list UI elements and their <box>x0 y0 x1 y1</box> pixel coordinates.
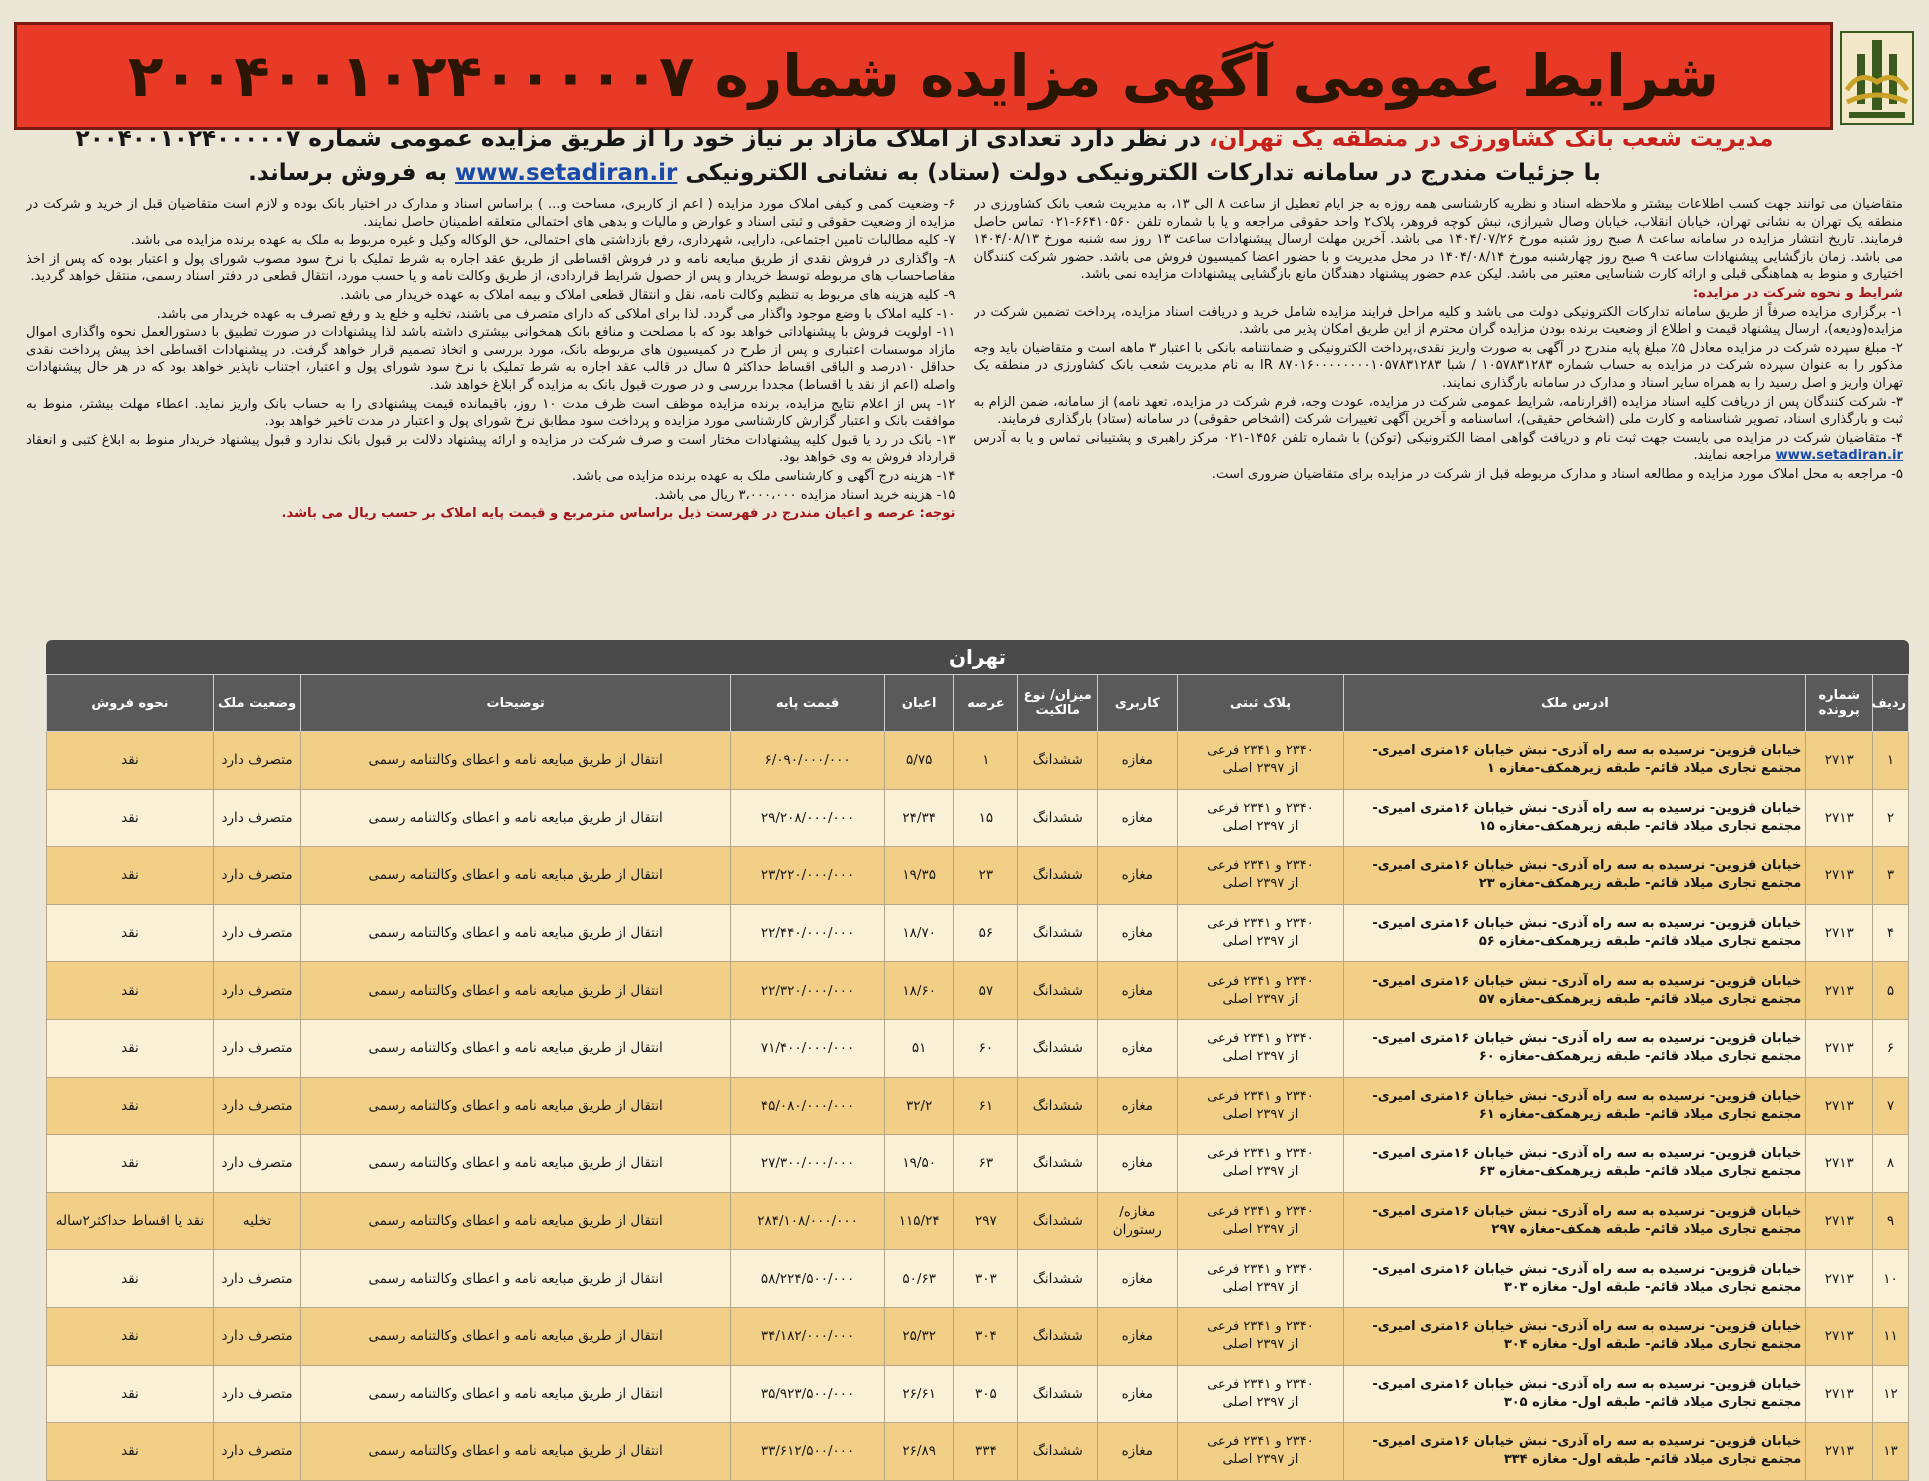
cell-address <box>1344 847 1806 905</box>
cell-file-number: ۲۷۱۳ <box>1806 732 1873 790</box>
intro-organization: مدیریت شعب بانک کشاورزی در منطقه یک تهران، <box>1208 126 1774 152</box>
cell-land-area: ۶۱ <box>954 1077 1018 1135</box>
cell-status: متصرف دارد <box>213 1077 300 1135</box>
condition-item-14: ۱۴- هزینه درج آگهی و کارشناسی ملک به عهده برنده مزایده می باشد. <box>571 468 956 484</box>
condition-item-6: ۶- وضعیت کمی و کیفی املاک مورد مزایده ( اعم از کاربری، مساحت و... ) براساس اسناد و مدارک در اختیار بانک بوده و لازم است متقاضیان قبل از خرید و شرکت در مزایده از وضعیت حقوقی و ثبتی اسناد و عوارض و مالیات و بدهی های احتمالی متعلقه اطمینان حاصل نمایند. <box>26 197 956 230</box>
cell-usage: مغازه <box>1098 1077 1178 1135</box>
cell-land-area: ۵۷ <box>954 962 1018 1020</box>
cell-address-line-1: خیابان قزوین- نرسیده به سه راه آذری- نبش خیابان ۱۶متری امیری- <box>1372 1031 1802 1047</box>
cell-ownership: ششدانگ <box>1018 789 1098 847</box>
cell-file-number: ۲۷۱۳ <box>1806 1250 1873 1308</box>
note-text: عرصه و اعیان مندرج در فهرست ذیل براساس مترمربع و قیمت پایه املاک بر حسب ریال می باشد. <box>281 506 916 522</box>
cell-plak <box>1177 1077 1344 1135</box>
condition-item-12: ۱۲- پس از اعلام نتایج مزایده، برنده مزایده موظف است ظرف مدت ۱۰ روز، باقیمانده قیمت پیشنهادی را به حساب بانک واریز نماید. اعطاء مهلت بیشتر، منوط به موافقت بانک و اعتبار گزارش کارشناسی مورد مزایده و پرداخت سود مطابق نرخ شورای پول و اعتبار در مدت تاخیر خواهد بود. <box>26 396 956 430</box>
cell-description: انتقال از طریق مبایعه نامه و اعطای وکالتنامه رسمی <box>301 1019 731 1077</box>
cell-description: انتقال از طریق مبایعه نامه و اعطای وکالتنامه رسمی <box>301 1307 731 1365</box>
cell-status: متصرف دارد <box>213 962 300 1020</box>
cell-address-line-1: خیابان قزوین- نرسیده به سه راه آذری- نبش خیابان ۱۶متری امیری- <box>1372 973 1802 989</box>
cell-address-line-2: مجتمع تجاری میلاد قائم- طبقه زیرهمکف-مغازه ۲۳ <box>1478 876 1802 892</box>
cell-sale-method: نقد یا اقساط حداکثر۲ساله <box>47 1192 214 1250</box>
col-header-radif: ردیف <box>1873 675 1909 732</box>
condition-item-3: ۳- شرکت کنندگان پس از دریافت کلیه اسناد مزایده (اقرارنامه، شرایط عمومی شرکت در مزایده، عودت وجه، فرم شرکت در مزایده، تعهد نامه) از سامانه، ضمن الزام به ثبت و بارگذاری اسناد، تصویر شناسنامه و کارت ملی (اشخاص حقیقی)، اساسنامه و آخرین آگهی تغییرات شرکت (اشخاص حقوقی) در سامانه (ستاد) بارگذاری فرمایند. <box>973 394 1903 428</box>
cell-usage: مغازه <box>1098 904 1178 962</box>
cell-file-number: ۲۷۱۳ <box>1806 1307 1873 1365</box>
cell-usage: مغازه/ رستوران <box>1098 1192 1178 1250</box>
cell-plak <box>1177 1250 1344 1308</box>
table-row <box>47 1423 1909 1481</box>
cell-file-number: ۲۷۱۳ <box>1806 962 1873 1020</box>
cell-radif: ۳ <box>1873 847 1909 905</box>
cell-address <box>1344 1365 1806 1423</box>
cell-plak-line-2: از ۲۳۹۷ اصلی <box>1222 818 1299 834</box>
cell-file-number: ۲۷۱۳ <box>1806 1192 1873 1250</box>
cell-plak-line-2: از ۲۳۹۷ اصلی <box>1222 761 1299 777</box>
conditions-heading: شرایط و نحوه شرکت در مزایده: <box>1692 285 1903 301</box>
cell-ownership: ششدانگ <box>1018 1192 1098 1250</box>
cell-base-price: ۲۸۴/۱۰۸/۰۰۰/۰۰۰ <box>731 1192 885 1250</box>
intro-block <box>30 122 1819 190</box>
cell-file-number: ۲۷۱۳ <box>1806 789 1873 847</box>
table-row <box>47 1192 1909 1250</box>
intro-line-2 <box>30 156 1819 190</box>
cell-sale-method: نقد <box>47 962 214 1020</box>
cell-plak <box>1177 1192 1344 1250</box>
cell-radif: ۱۲ <box>1873 1365 1909 1423</box>
cell-address-line-1: خیابان قزوین- نرسیده به سه راه آذری- نبش خیابان ۱۶متری امیری- <box>1372 1434 1802 1450</box>
cell-file-number: ۲۷۱۳ <box>1806 1135 1873 1193</box>
cell-plak <box>1177 1135 1344 1193</box>
col-header-sale-method: نحوه فروش <box>47 675 214 732</box>
cell-building-area: ۲۴/۳۴ <box>885 789 954 847</box>
cell-status: متصرف دارد <box>213 847 300 905</box>
cell-radif: ۱ <box>1873 732 1909 790</box>
cell-plak <box>1177 962 1344 1020</box>
cell-land-area: ۶۳ <box>954 1135 1018 1193</box>
note-paragraph <box>26 505 956 523</box>
cell-building-area: ۵۰/۶۳ <box>885 1250 954 1308</box>
table-row <box>47 789 1909 847</box>
cell-file-number: ۲۷۱۳ <box>1806 1077 1873 1135</box>
condition-item-7: ۷- کلیه مطالبات تامین اجتماعی، دارایی، شهرداری، رفع بازداشتی های احتمالی، حق الوکاله وکیل و غیره مربوط به ملک به عهده برنده مزایده می باشد. <box>130 233 956 249</box>
city-header: تهران <box>46 640 1909 674</box>
cell-sale-method: نقد <box>47 1077 214 1135</box>
col-header-land-area: عرصه <box>954 675 1018 732</box>
condition-item-4-link[interactable]: www.setadiran.ir <box>1775 448 1903 464</box>
intro-text-3: به فروش برساند. <box>248 160 447 186</box>
cell-base-price: ۴۵/۰۸۰/۰۰۰/۰۰۰ <box>731 1077 885 1135</box>
cell-address-line-1: خیابان قزوین- نرسیده به سه راه آذری- نبش خیابان ۱۶متری امیری- <box>1372 1261 1802 1277</box>
cell-base-price: ۲۳/۲۲۰/۰۰۰/۰۰۰ <box>731 847 885 905</box>
col-header-file: شماره پرونده <box>1806 675 1873 732</box>
table-row <box>47 1019 1909 1077</box>
cell-address-line-1: خیابان قزوین- نرسیده به سه راه آذری- نبش خیابان ۱۶متری امیری- <box>1372 1319 1802 1335</box>
cell-file-number: ۲۷۱۳ <box>1806 1423 1873 1481</box>
contact-paragraph: متقاضیان می توانند جهت کسب اطلاعات بیشتر و ملاحظه اسناد و نظریه کارشناسی همه روزه به جز ایام تعطیل از ساعت ۸ الی ۱۳، به مدیریت شعب بانک کشاورزی در منطقه یک تهران به نشانی تهران، خیابان انقلاب، خیابان وصال شیرازی، نبش کوچه فروهر، پلاک۲ واحد حقوقی مراجعه و یا با شماره تلفن ۶۶۴۱۰۵۶۰-۰۲۱ تماس حاصل فرمایند. تاریخ انتشار مزایده در سامانه ساعت ۸ صبح روز شنبه مورخ ۱۴۰۴/۰۷/۲۶ می باشد. آخرین مهلت ارسال پیشنهادات ساعت ۱۳ روز سه شنبه مورخ ۱۴۰۴/۰۸/۱۳ می باشد. زمان بازگشایی پیشنهادات ساعت ۹ صبح روز چهارشنبه مورخ ۱۴۰۴/۰۸/۱۴ در محل مدیریت و با حضور اعضا کمیسیون فروش می باشد. حضور شرکت کنندگان اختیاری و منوط به هماهنگی قبلی و ارائه کارت شناسایی معتبر می باشد. لیکن عدم حضور پیشنهاد دهندگان مانع بازگشایی پیشنهادات مزایده نمی باشد. <box>973 197 1903 283</box>
cell-ownership: ششدانگ <box>1018 962 1098 1020</box>
conditions-left-column <box>26 196 956 628</box>
cell-base-price: ۲۲/۴۴۰/۰۰۰/۰۰۰ <box>731 904 885 962</box>
cell-address-line-2: مجتمع تجاری میلاد قائم- طبقه زیرهمکف-مغازه ۵۶ <box>1478 934 1802 950</box>
cell-address-line-2: مجتمع تجاری میلاد قائم- طبقه زیرهمکف-مغازه ۶۰ <box>1478 1049 1802 1065</box>
cell-status: متصرف دارد <box>213 1423 300 1481</box>
cell-address <box>1344 1077 1806 1135</box>
properties-table <box>46 674 1909 1481</box>
cell-sale-method: نقد <box>47 1135 214 1193</box>
intro-text-1: در نظر دارد تعدادی از املاک مازاد بر نیاز خود را از طریق مزایده عمومی شماره ۲۰۰۴۰۰۱۰۲۴۰۰۰۰۰۷ <box>75 126 1201 152</box>
cell-land-area: ۲۳ <box>954 847 1018 905</box>
cell-base-price: ۲۲/۳۲۰/۰۰۰/۰۰۰ <box>731 962 885 1020</box>
condition-item-15: ۱۵- هزینه خرید اسناد مزایده ۳،۰۰۰،۰۰۰ ریال می باشد. <box>654 487 956 503</box>
cell-address-line-1: خیابان قزوین- نرسیده به سه راه آذری- نبش خیابان ۱۶متری امیری- <box>1372 916 1802 932</box>
cell-sale-method: نقد <box>47 1250 214 1308</box>
cell-radif: ۸ <box>1873 1135 1909 1193</box>
cell-building-area: ۲۶/۶۱ <box>885 1365 954 1423</box>
cell-plak-line-1: ۲۳۴۰ و ۲۳۴۱ فرعی <box>1207 1204 1314 1220</box>
cell-description: انتقال از طریق مبایعه نامه و اعطای وکالتنامه رسمی <box>301 789 731 847</box>
cell-radif: ۹ <box>1873 1192 1909 1250</box>
table-body <box>47 732 1909 1481</box>
table-row <box>47 962 1909 1020</box>
cell-sale-method: نقد <box>47 904 214 962</box>
cell-address-line-1: خیابان قزوین- نرسیده به سه راه آذری- نبش خیابان ۱۶متری امیری- <box>1372 743 1802 759</box>
cell-plak-line-1: ۲۳۴۰ و ۲۳۴۱ فرعی <box>1207 916 1314 932</box>
cell-base-price: ۷۱/۴۰۰/۰۰۰/۰۰۰ <box>731 1019 885 1077</box>
cell-building-area: ۵/۷۵ <box>885 732 954 790</box>
cell-description: انتقال از طریق مبایعه نامه و اعطای وکالتنامه رسمی <box>301 904 731 962</box>
cell-base-price: ۳۳/۶۱۲/۵۰۰/۰۰۰ <box>731 1423 885 1481</box>
condition-item-11: ۱۱- اولویت فروش با پیشنهاداتی خواهد بود که با مصلحت و منافع بانک همخوانی بیشتری داشته باشد لذا پیشنهادات در صورت تطبیق با دستورالعمل نحوه واگذاری اموال مازاد موسسات اعتباری و پس از طرح در کمیسیون های مربوطه بانک، مورد بررسی و اتخاذ تصمیم قرار خواهد گرفت. در پیشنهادات اقساطی اخذ پیش پرداخت نقدی حداقل ۱۰درصد و الباقی اقساط حداکثر ۵ سال در قالب عقد اجاره به شرط تملیک با نرخ سود شورای پول و اعتبار، اجتناب ناپذیر خواهد بود که در هر حال پیشنهادات واصله (اعم از نقد یا اقساط) مجددا بررسی و در صورت قبول بانک به مزایده گر ابلاغ خواهد شد. <box>26 325 956 393</box>
cell-address-line-2: مجتمع تجاری میلاد قائم- طبقه زیرهمکف-مغازه ۱۵ <box>1478 818 1802 834</box>
cell-address-line-2: مجتمع تجاری میلاد قائم- طبقه اول- مغازه ۳۳۴ <box>1503 1452 1802 1468</box>
cell-plak <box>1177 1423 1344 1481</box>
cell-building-area: ۱۸/۶۰ <box>885 962 954 1020</box>
cell-address-line-2: مجتمع تجاری میلاد قائم- طبقه همکف-مغازه ۲۹۷ <box>1491 1222 1802 1238</box>
cell-sale-method: نقد <box>47 847 214 905</box>
cell-plak <box>1177 789 1344 847</box>
note-label: توجه: <box>919 506 956 522</box>
col-header-address: ادرس ملک <box>1344 675 1806 732</box>
cell-description: انتقال از طریق مبایعه نامه و اعطای وکالتنامه رسمی <box>301 1135 731 1193</box>
cell-sale-method: نقد <box>47 1365 214 1423</box>
cell-radif: ۷ <box>1873 1077 1909 1135</box>
cell-land-area: ۱ <box>954 732 1018 790</box>
cell-address-line-2: مجتمع تجاری میلاد قائم- طبقه اول- مغازه ۳۰۴ <box>1503 1337 1802 1353</box>
cell-building-area: ۱۱۵/۲۴ <box>885 1192 954 1250</box>
condition-item-2: ۲- مبلغ سپرده شرکت در مزایده معادل ۵٪ مبلغ پایه مندرج در آگهی به صورت واریز نقدی،پرداخت الکترونیکی و ضمانتنامه بانکی با اعتبار ۳ ماهه است و متقاضیان باید وجه مذکور را به عنوان سپرده شرکت در مزایده به حساب شماره ۱۰۵۷۸۳۱۲۸۳ / شبا IR ۸۷۰۱۶۰۰۰۰۰۰۰۰۱۰۵۷۸۳۱۲۸۳ به نام مدیریت شعب بانک کشاورزی در منطقه یک تهران واریز و اصل رسید را به همراه سایر اسناد و مدارک در سامانه بارگذاری نمایند. <box>973 340 1903 391</box>
cell-status: متصرف دارد <box>213 904 300 962</box>
cell-land-area: ۳۰۵ <box>954 1365 1018 1423</box>
cell-usage: مغازه <box>1098 847 1178 905</box>
cell-address <box>1344 1192 1806 1250</box>
cell-description: انتقال از طریق مبایعه نامه و اعطای وکالتنامه رسمی <box>301 732 731 790</box>
cell-address-line-1: خیابان قزوین- نرسیده به سه راه آذری- نبش خیابان ۱۶متری امیری- <box>1372 1204 1802 1220</box>
cell-ownership: ششدانگ <box>1018 1019 1098 1077</box>
cell-land-area: ۱۵ <box>954 789 1018 847</box>
cell-address-line-1: خیابان قزوین- نرسیده به سه راه آذری- نبش خیابان ۱۶متری امیری- <box>1372 1088 1802 1104</box>
cell-status: متصرف دارد <box>213 1365 300 1423</box>
cell-plak <box>1177 732 1344 790</box>
table-row <box>47 1135 1909 1193</box>
cell-description: انتقال از طریق مبایعه نامه و اعطای وکالتنامه رسمی <box>301 1192 731 1250</box>
cell-description: انتقال از طریق مبایعه نامه و اعطای وکالتنامه رسمی <box>301 962 731 1020</box>
cell-usage: مغازه <box>1098 1019 1178 1077</box>
cell-address-line-1: خیابان قزوین- نرسیده به سه راه آذری- نبش خیابان ۱۶متری امیری- <box>1372 1146 1802 1162</box>
condition-item-5: ۵- مراجعه به محل املاک مورد مزایده و مطالعه اسناد و مدارک مربوطه قبل از شرکت در مزایده برای متقاضیان ضروری است. <box>1211 466 1903 482</box>
table-row <box>47 1365 1909 1423</box>
condition-item-4-end: مراجعه نمایند. <box>1693 448 1772 464</box>
notice-title: شرایط عمومی آگهی مزایده شماره ۲۰۰۴۰۰۱۰۲۴۰۰۰۰۰۷ <box>128 42 1720 110</box>
cell-ownership: ششدانگ <box>1018 904 1098 962</box>
cell-plak-line-1: ۲۳۴۰ و ۲۳۴۱ فرعی <box>1207 743 1314 759</box>
intro-line-1 <box>30 122 1819 156</box>
cell-status: تخلیه <box>213 1192 300 1250</box>
cell-sale-method: نقد <box>47 1019 214 1077</box>
cell-radif: ۵ <box>1873 962 1909 1020</box>
cell-base-price: ۳۵/۹۲۳/۵۰۰/۰۰۰ <box>731 1365 885 1423</box>
cell-address <box>1344 789 1806 847</box>
cell-plak-line-1: ۲۳۴۰ و ۲۳۴۱ فرعی <box>1207 1376 1314 1392</box>
col-header-description: توضیحات <box>301 675 731 732</box>
cell-usage: مغازه <box>1098 1307 1178 1365</box>
cell-plak <box>1177 904 1344 962</box>
setadiran-link[interactable]: www.setadiran.ir <box>454 160 678 186</box>
cell-plak-line-1: ۲۳۴۰ و ۲۳۴۱ فرعی <box>1207 1261 1314 1277</box>
cell-sale-method: نقد <box>47 732 214 790</box>
table-header-row <box>47 675 1909 732</box>
cell-building-area: ۱۸/۷۰ <box>885 904 954 962</box>
cell-radif: ۲ <box>1873 789 1909 847</box>
cell-land-area: ۵۶ <box>954 904 1018 962</box>
cell-land-area: ۲۹۷ <box>954 1192 1018 1250</box>
cell-status: متصرف دارد <box>213 1307 300 1365</box>
cell-usage: مغازه <box>1098 1135 1178 1193</box>
cell-building-area: ۲۶/۸۹ <box>885 1423 954 1481</box>
cell-usage: مغازه <box>1098 732 1178 790</box>
cell-description: انتقال از طریق مبایعه نامه و اعطای وکالتنامه رسمی <box>301 1365 731 1423</box>
col-header-plak: پلاک ثبتی <box>1177 675 1344 732</box>
cell-plak-line-2: از ۲۳۹۷ اصلی <box>1222 1222 1299 1238</box>
condition-item-10: ۱۰- کلیه املاک با وضع موجود واگذار می گردد. لذا برای املاکی که دارای متصرف می باشند، تخلیه و خلع ید و رفع تصرف به عهده خریدار می باشد. <box>156 306 956 322</box>
cell-usage: مغازه <box>1098 1250 1178 1308</box>
cell-ownership: ششدانگ <box>1018 1077 1098 1135</box>
cell-ownership: ششدانگ <box>1018 847 1098 905</box>
cell-sale-method: نقد <box>47 789 214 847</box>
cell-plak-line-2: از ۲۳۹۷ اصلی <box>1222 876 1299 892</box>
cell-file-number: ۲۷۱۳ <box>1806 847 1873 905</box>
condition-item-9: ۹- کلیه هزینه های مربوط به تنظیم وکالت نامه، نقل و انتقال قطعی املاک و بیمه املاک به عهده خریدار می باشد. <box>340 287 956 303</box>
col-header-building-area: اعیان <box>885 675 954 732</box>
cell-plak-line-1: ۲۳۴۰ و ۲۳۴۱ فرعی <box>1207 1088 1314 1104</box>
cell-address-line-2: مجتمع تجاری میلاد قائم- طبقه زیرهمکف-مغازه ۱ <box>1486 761 1802 777</box>
cell-description: انتقال از طریق مبایعه نامه و اعطای وکالتنامه رسمی <box>301 1423 731 1481</box>
cell-plak-line-2: از ۲۳۹۷ اصلی <box>1222 1394 1299 1410</box>
cell-description: انتقال از طریق مبایعه نامه و اعطای وکالتنامه رسمی <box>301 1250 731 1308</box>
table-row <box>47 1250 1909 1308</box>
cell-ownership: ششدانگ <box>1018 1423 1098 1481</box>
cell-address <box>1344 1307 1806 1365</box>
cell-plak <box>1177 847 1344 905</box>
cell-status: متصرف دارد <box>213 732 300 790</box>
cell-status: متصرف دارد <box>213 789 300 847</box>
cell-building-area: ۵۱ <box>885 1019 954 1077</box>
cell-building-area: ۲۵/۳۲ <box>885 1307 954 1365</box>
cell-address-line-2: مجتمع تجاری میلاد قائم- طبقه زیرهمکف-مغازه ۶۱ <box>1478 1106 1802 1122</box>
cell-sale-method: نقد <box>47 1307 214 1365</box>
cell-plak-line-1: ۲۳۴۰ و ۲۳۴۱ فرعی <box>1207 1146 1314 1162</box>
condition-item-1: ۱- برگزاری مزایده صرفاً از طریق سامانه تدارکات الکترونیکی دولت می باشد و کلیه مراحل فرایند مزایده شامل خرید و دریافت اسناد مزایده، پرداخت تضمین شرکت در مزایده(ودیعه)، ارسال پیشنهاد قیمت و اطلاع از وضعیت برنده بودن مزایده گران محترم از این طریق امکان پذیر می باشد. <box>973 304 1903 338</box>
cell-sale-method: نقد <box>47 1423 214 1481</box>
cell-address <box>1344 1019 1806 1077</box>
cell-radif: ۴ <box>1873 904 1909 962</box>
cell-status: متصرف دارد <box>213 1250 300 1308</box>
condition-item-4 <box>974 430 1904 465</box>
cell-file-number: ۲۷۱۳ <box>1806 904 1873 962</box>
cell-address <box>1344 732 1806 790</box>
col-header-usage: کاربری <box>1098 675 1178 732</box>
cell-radif: ۱۱ <box>1873 1307 1909 1365</box>
cell-plak-line-1: ۲۳۴۰ و ۲۳۴۱ فرعی <box>1207 858 1314 874</box>
cell-plak-line-2: از ۲۳۹۷ اصلی <box>1222 1337 1299 1353</box>
cell-land-area: ۳۳۴ <box>954 1423 1018 1481</box>
cell-usage: مغازه <box>1098 789 1178 847</box>
cell-address <box>1344 1250 1806 1308</box>
cell-plak-line-2: از ۲۳۹۷ اصلی <box>1222 1106 1299 1122</box>
cell-usage: مغازه <box>1098 1423 1178 1481</box>
cell-address-line-2: مجتمع تجاری میلاد قائم- طبقه زیرهمکف-مغازه ۶۳ <box>1478 1164 1802 1180</box>
cell-plak-line-1: ۲۳۴۰ و ۲۳۴۱ فرعی <box>1207 973 1314 989</box>
cell-land-area: ۳۰۳ <box>954 1250 1018 1308</box>
col-header-status: وضعیت ملک <box>213 675 300 732</box>
cell-address <box>1344 1135 1806 1193</box>
cell-land-area: ۶۰ <box>954 1019 1018 1077</box>
cell-radif: ۱۳ <box>1873 1423 1909 1481</box>
cell-plak-line-1: ۲۳۴۰ و ۲۳۴۱ فرعی <box>1207 800 1314 816</box>
cell-file-number: ۲۷۱۳ <box>1806 1365 1873 1423</box>
cell-plak-line-2: از ۲۳۹۷ اصلی <box>1222 1049 1299 1065</box>
condition-item-8: ۸- واگذاری در فروش نقدی از طریق مبایعه نامه و در فروش اقساطی از طریق عقد اجاره به شرط تملیک با نرخ سود مصوب شورای پول و اعتبار بوده که پس از اخذ مفاصاحساب های مربوطه توسط خریدار و پس از حصول شرایط قراردادی، از طریق وکالت نامه و یا حسب مورد، انتقال قطعی در دفتر اسناد رسمی، منتقل خواهد گردید. <box>26 251 956 285</box>
cell-land-area: ۳۰۴ <box>954 1307 1018 1365</box>
table-row <box>47 732 1909 790</box>
cell-base-price: ۲۷/۳۰۰/۰۰۰/۰۰۰ <box>731 1135 885 1193</box>
col-header-base-price: قیمت پایه <box>731 675 885 732</box>
cell-plak <box>1177 1019 1344 1077</box>
cell-plak-line-2: از ۲۳۹۷ اصلی <box>1222 934 1299 950</box>
table-row <box>47 847 1909 905</box>
cell-ownership: ششدانگ <box>1018 1250 1098 1308</box>
condition-item-13: ۱۳- بانک در رد یا قبول کلیه پیشنهادات مختار است و صرف شرکت در مزایده و ارائه پیشنهاد دلالت بر قبول بانک ندارد و قبول پیشنهاد خریدار منوط به ابلاغ کتبی و انعقاد قرارداد فروش به وی خواهد بود. <box>26 432 956 466</box>
cell-base-price: ۶/۰۹۰/۰۰۰/۰۰۰ <box>731 732 885 790</box>
properties-table-section <box>46 640 1909 1481</box>
conditions-right-column <box>974 196 1904 628</box>
cell-base-price: ۵۸/۲۲۴/۵۰۰/۰۰۰ <box>731 1250 885 1308</box>
cell-file-number: ۲۷۱۳ <box>1806 1019 1873 1077</box>
cell-plak <box>1177 1307 1344 1365</box>
cell-description: انتقال از طریق مبایعه نامه و اعطای وکالتنامه رسمی <box>301 1077 731 1135</box>
cell-ownership: ششدانگ <box>1018 1135 1098 1193</box>
cell-plak-line-2: از ۲۳۹۷ اصلی <box>1222 991 1299 1007</box>
cell-status: متصرف دارد <box>213 1135 300 1193</box>
cell-base-price: ۳۴/۱۸۲/۰۰۰/۰۰۰ <box>731 1307 885 1365</box>
cell-plak-line-2: از ۲۳۹۷ اصلی <box>1222 1452 1299 1468</box>
cell-ownership: ششدانگ <box>1018 1307 1098 1365</box>
conditions-columns <box>26 196 1903 628</box>
cell-address-line-2: مجتمع تجاری میلاد قائم- طبقه اول- مغازه ۳۰۵ <box>1503 1394 1802 1410</box>
cell-plak-line-1: ۲۳۴۰ و ۲۳۴۱ فرعی <box>1207 1319 1314 1335</box>
cell-address-line-2: مجتمع تجاری میلاد قائم- طبقه اول- مغازه ۳۰۳ <box>1503 1279 1802 1295</box>
cell-plak-line-2: از ۲۳۹۷ اصلی <box>1222 1164 1299 1180</box>
cell-usage: مغازه <box>1098 962 1178 1020</box>
cell-address-line-1: خیابان قزوین- نرسیده به سه راه آذری- نبش خیابان ۱۶متری امیری- <box>1372 858 1802 874</box>
col-header-ownership: میزان/ نوع مالکیت <box>1018 675 1098 732</box>
cell-usage: مغازه <box>1098 1365 1178 1423</box>
cell-status: متصرف دارد <box>213 1019 300 1077</box>
cell-address-line-1: خیابان قزوین- نرسیده به سه راه آذری- نبش خیابان ۱۶متری امیری- <box>1372 1376 1802 1392</box>
title-banner <box>14 22 1833 130</box>
cell-building-area: ۱۹/۳۵ <box>885 847 954 905</box>
table-row <box>47 1077 1909 1135</box>
bank-keshavarzi-logo-icon <box>1839 30 1915 126</box>
cell-radif: ۶ <box>1873 1019 1909 1077</box>
cell-ownership: ششدانگ <box>1018 1365 1098 1423</box>
cell-building-area: ۱۹/۵۰ <box>885 1135 954 1193</box>
cell-address-line-1: خیابان قزوین- نرسیده به سه راه آذری- نبش خیابان ۱۶متری امیری- <box>1372 800 1802 816</box>
cell-description: انتقال از طریق مبایعه نامه و اعطای وکالتنامه رسمی <box>301 847 731 905</box>
cell-building-area: ۳۲/۲ <box>885 1077 954 1135</box>
cell-address-line-2: مجتمع تجاری میلاد قائم- طبقه زیرهمکف-مغازه ۵۷ <box>1478 991 1802 1007</box>
cell-address <box>1344 962 1806 1020</box>
cell-plak-line-1: ۲۳۴۰ و ۲۳۴۱ فرعی <box>1207 1031 1314 1047</box>
table-row <box>47 1307 1909 1365</box>
condition-item-4-text: ۴- متقاضیان شرکت در مزایده می بایست جهت ثبت نام و دریافت گواهی امضا الکترونیکی (توکن) با شماره تلفن ۱۴۵۶-۰۲۱ مرکز راهبری و پشتیبانی تماس و یا به آدرس <box>973 430 1903 446</box>
intro-text-2: با جزئیات مندرج در سامانه تدارکات الکترونیکی دولت (ستاد) به نشانی الکترونیکی <box>685 160 1601 186</box>
cell-address <box>1344 1423 1806 1481</box>
cell-plak-line-1: ۲۳۴۰ و ۲۳۴۱ فرعی <box>1207 1434 1314 1450</box>
cell-radif: ۱۰ <box>1873 1250 1909 1308</box>
cell-base-price: ۲۹/۲۰۸/۰۰۰/۰۰۰ <box>731 789 885 847</box>
cell-plak-line-2: از ۲۳۹۷ اصلی <box>1222 1279 1299 1295</box>
cell-plak <box>1177 1365 1344 1423</box>
cell-address <box>1344 904 1806 962</box>
table-row <box>47 904 1909 962</box>
cell-ownership: ششدانگ <box>1018 732 1098 790</box>
